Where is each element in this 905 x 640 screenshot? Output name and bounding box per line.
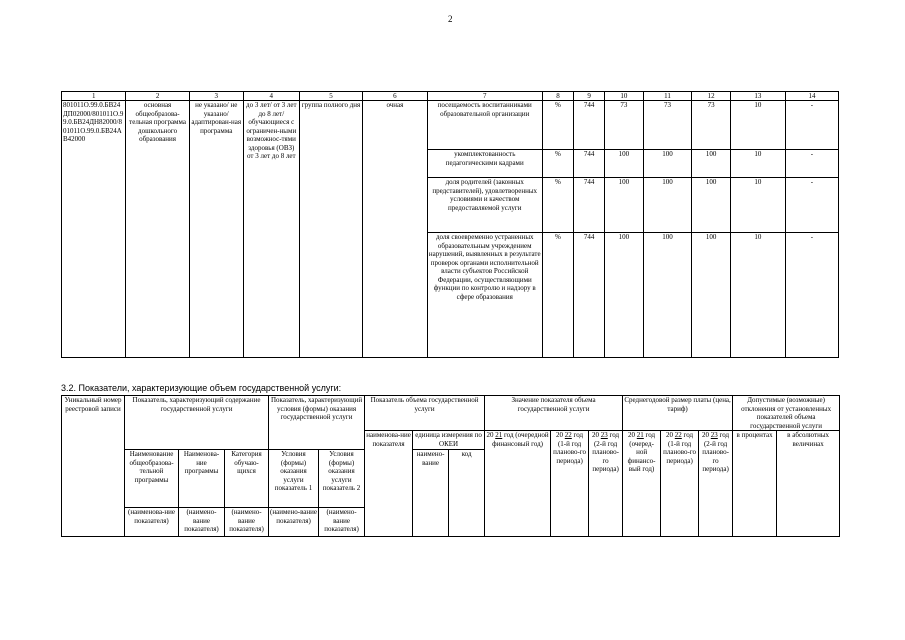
col-header: 5 bbox=[299, 92, 362, 101]
unit-cell: % bbox=[542, 233, 573, 358]
name-label: (наимено-вание показателя) bbox=[269, 508, 319, 537]
price-year-1: 20 21 год (очеред-ной финансо-вый год) bbox=[623, 431, 661, 537]
values-header: Значение показателя объема государственной услуги bbox=[485, 396, 623, 431]
value-cell: 100 bbox=[605, 150, 643, 178]
value-cell: 100 bbox=[643, 233, 692, 358]
value-cell: 73 bbox=[692, 101, 730, 150]
section-title: 3.2. Показатели, характеризующие объем государственной услуги: bbox=[61, 383, 342, 393]
abs-deviation-cell: - bbox=[785, 178, 838, 233]
page-number: 2 bbox=[448, 14, 453, 24]
col-header: 2 bbox=[126, 92, 189, 101]
table-row bbox=[62, 101, 839, 150]
header-row bbox=[62, 396, 840, 431]
price-year-2: 20 22 год (1-й год планово-го периода) bbox=[661, 431, 699, 537]
value-cell: 100 bbox=[605, 178, 643, 233]
col-header: 3 bbox=[189, 92, 243, 101]
registry-header: Уникальный номер реестровой записи bbox=[62, 396, 125, 537]
name-label: (наимено-вание показателя) bbox=[319, 508, 365, 537]
deviation-cell: 10 bbox=[730, 178, 785, 233]
indicator-name: доля родителей (законных представителей), удовлетворенных условиями и качеством предоставляемой услуги bbox=[427, 178, 542, 233]
condition-col-1: Условия (формы) оказания услуги показатель 1 bbox=[269, 450, 319, 508]
deviation-abs-header: в абсолютных величинах bbox=[777, 431, 840, 537]
volume-unit-header: единица измерения по ОКЕИ bbox=[413, 431, 485, 450]
condition-col-2: Условия (формы) оказания услуги показатель 2 bbox=[319, 450, 365, 508]
quality-indicators-table bbox=[61, 91, 839, 358]
volume-name-header: наименова-ние показателя bbox=[365, 431, 413, 537]
unit-cell: % bbox=[542, 101, 573, 150]
value-cell: 73 bbox=[605, 101, 643, 150]
content-col-1: Наименование общеобразова-тельной программы bbox=[125, 450, 179, 508]
conditions-header: Показатель, характеризующий условия (формы) оказания государственной услуги bbox=[269, 396, 365, 450]
col-header: 9 bbox=[574, 92, 605, 101]
volume-header: Показатель объема государственной услуги bbox=[365, 396, 485, 431]
unit-cell: % bbox=[542, 178, 573, 233]
col-header: 11 bbox=[643, 92, 692, 101]
unit-cell: % bbox=[542, 150, 573, 178]
col-header: 4 bbox=[243, 92, 299, 101]
deviation-pct-header: в процентах bbox=[733, 431, 777, 537]
group-cell: группа полного дня bbox=[299, 101, 362, 358]
value-cell: 100 bbox=[692, 150, 730, 178]
name-label: (наимено-вание показателя) bbox=[225, 508, 269, 537]
deviation-header: Допустимые (возможные) отклонения от установленных показателей объема государственной услуги bbox=[733, 396, 840, 431]
deviation-cell: 10 bbox=[730, 150, 785, 178]
value-year-1: 20 21 год (очередной финансовый год) bbox=[485, 431, 551, 537]
code-cell: 744 bbox=[574, 233, 605, 358]
value-cell: 100 bbox=[643, 178, 692, 233]
deviation-cell: 10 bbox=[730, 101, 785, 150]
name-label: (наименова-ние показателя) bbox=[125, 508, 179, 537]
content-header: Показатель, характеризующий содержание государственной услуги bbox=[125, 396, 269, 450]
category-cell: до 3 лет/ от 3 лет до 8 лет/ обучающиеся с ограничен-ными возможнос-тями здоровья (ОВЗ) от 3 лет до 8 лет bbox=[243, 101, 299, 358]
header-row bbox=[62, 92, 839, 101]
code-cell: 744 bbox=[574, 101, 605, 150]
indicator-name: доля своевременно устраненных образовательным учреждением нарушений, выявленных в результате проверок органами исполнительной власти субъектов Российской Федерации, осуществляющими функции по контролю и надзору в сфере образования bbox=[427, 233, 542, 358]
price-header: Среднегодовой размер платы (цена, тариф) bbox=[623, 396, 733, 431]
program-cell: основная общеобразова-тельная программа дошкольного образования bbox=[126, 101, 189, 358]
col-header: 7 bbox=[427, 92, 542, 101]
content-col-3: Категория обучаю-щихся bbox=[225, 450, 269, 508]
value-year-2: 20 22 год (1-й год планово-го периода) bbox=[551, 431, 589, 537]
code-cell: 744 bbox=[574, 178, 605, 233]
program-type-cell: не указано/ не указано/ адаптирован-ная программа bbox=[189, 101, 243, 358]
col-header: 10 bbox=[605, 92, 643, 101]
value-year-3: 20 23 год (2-й год планово-го периода) bbox=[589, 431, 623, 537]
col-header: 1 bbox=[62, 92, 126, 101]
col-header: 13 bbox=[730, 92, 785, 101]
abs-deviation-cell: - bbox=[785, 101, 838, 150]
deviation-cell: 10 bbox=[730, 233, 785, 358]
value-cell: 100 bbox=[605, 233, 643, 358]
value-cell: 100 bbox=[692, 178, 730, 233]
registry-number: 801011О.99.0.БВ24ДП02000/801011О.99.0.БВ24ДН82000/801011О.99.0.БВ24АВ42000 bbox=[62, 101, 126, 358]
abs-deviation-cell: - bbox=[785, 233, 838, 358]
value-cell: 100 bbox=[692, 233, 730, 358]
col-header: 8 bbox=[542, 92, 573, 101]
unit-code-header: код bbox=[449, 450, 485, 537]
col-header: 14 bbox=[785, 92, 838, 101]
price-year-3: 20 23 год (2-й год планово-го периода) bbox=[699, 431, 733, 537]
value-cell: 73 bbox=[643, 101, 692, 150]
code-cell: 744 bbox=[574, 150, 605, 178]
col-header: 6 bbox=[363, 92, 427, 101]
name-label: (наимено-вание показателя) bbox=[179, 508, 225, 537]
indicator-name: посещаемость воспитанниками образовательной организации bbox=[427, 101, 542, 150]
content-col-2: Наименова-ние программы bbox=[179, 450, 225, 508]
unit-name-header: наимено-вание bbox=[413, 450, 449, 537]
value-cell: 100 bbox=[643, 150, 692, 178]
abs-deviation-cell: - bbox=[785, 150, 838, 178]
indicator-name: укомплектованность педагогическими кадрами bbox=[427, 150, 542, 178]
form-cell: очная bbox=[363, 101, 427, 358]
volume-indicators-table bbox=[61, 395, 840, 537]
col-header: 12 bbox=[692, 92, 730, 101]
